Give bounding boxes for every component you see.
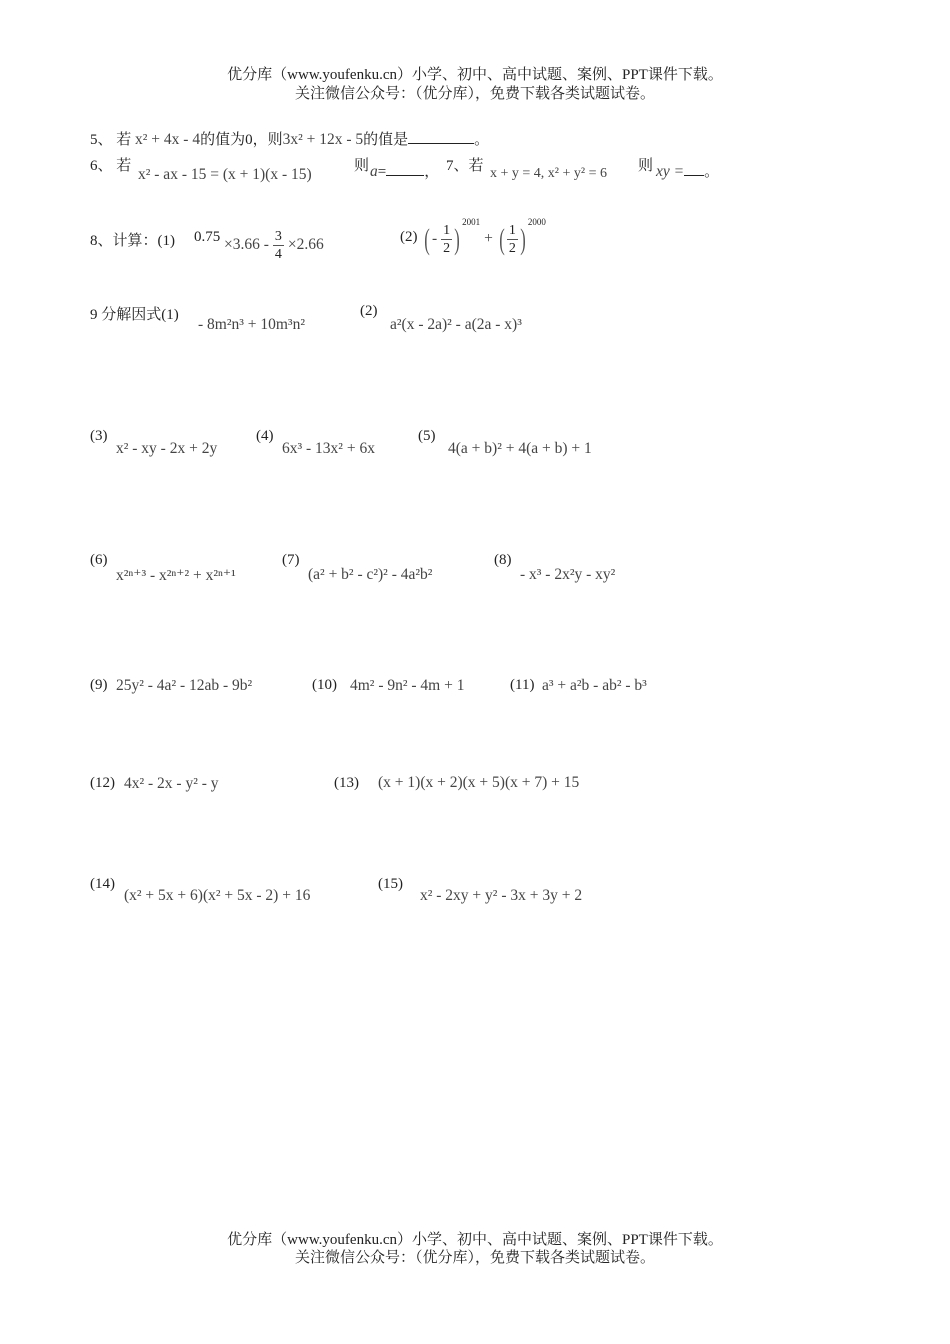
q7-expr: x + y = 4, x² + y² = 6 — [490, 166, 607, 181]
problem-6-label: (6) — [90, 552, 108, 568]
problem-5-label: (5) — [418, 428, 436, 444]
problem-14-expr: (x² + 5x + 6)(x² + 5x - 2) + 16 — [124, 887, 311, 904]
q8-part2-expr — [422, 217, 546, 257]
problem-3-label: (3) — [90, 428, 108, 444]
problem-11-expr: a³ + a²b - ab² - b³ — [542, 677, 647, 694]
problem-13-expr: (x + 1)(x + 2)(x + 5)(x + 7) + 15 — [378, 774, 580, 791]
problem-4-label: (4) — [256, 428, 274, 444]
problem-6-expr: x²ⁿ⁺³ - x²ⁿ⁺² + x²ⁿ⁺¹ — [116, 567, 236, 584]
q8-part2-label: (2) — [400, 229, 418, 245]
q5-expr-1: x² + 4x - 4 — [135, 131, 201, 148]
q5-label: 5、 若 — [90, 132, 132, 148]
q8-exponent-2: 2000 — [527, 217, 546, 228]
q8-fraction-3 — [507, 222, 518, 257]
q7-answer-blank[interactable] — [684, 167, 704, 176]
q8-paren-open-1: ( — [424, 222, 430, 256]
question-6-label: 6、 若 — [90, 158, 132, 174]
q8-f1-den: 2 — [443, 241, 451, 256]
q8-neg: - — [432, 230, 438, 248]
q8-fraction-2 — [441, 222, 452, 257]
problem-7-label: (7) — [282, 552, 300, 568]
question-8-label: 8、计算：(1) — [90, 233, 175, 249]
problem-15-expr: x² - 2xy + y² - 3x + 3y + 2 — [420, 887, 583, 904]
q8-part1-number: 0.75 — [194, 229, 221, 245]
problem-15-label: (15) — [378, 876, 403, 892]
problem-14-label: (14) — [90, 876, 115, 892]
problem-8-expr: - x³ - 2x²y - xy² — [520, 566, 616, 583]
problem-11-label: (11) — [510, 677, 535, 693]
footer-line-1: 优分库（www.youfenku.cn）小学、初中、高中试题、案例、PPT课件下载。 — [227, 1232, 723, 1248]
q5-mid: 的值为0，则 — [200, 132, 283, 148]
problem-5-expr: 4(a + b)² + 4(a + b) + 1 — [448, 440, 592, 457]
q8-f2-num: 1 — [508, 223, 516, 238]
problem-9-expr: 25y² - 4a² - 12ab - 9b² — [116, 677, 253, 694]
q6-eq: = — [377, 164, 387, 180]
q8-fraction-den: 4 — [274, 247, 282, 262]
question-5 — [90, 128, 489, 149]
problem-12-label: (12) — [90, 775, 115, 791]
q9-label-2: (2) — [360, 303, 378, 319]
q6-comma: ， — [424, 164, 440, 180]
problem-3-expr: x² - xy - 2x + 2y — [116, 440, 218, 457]
problem-8-label: (8) — [494, 552, 512, 568]
q5-tail: 的值是 — [363, 132, 409, 148]
problem-10-label: (10) — [312, 677, 337, 693]
q8-part1-b: ×2.66 — [287, 236, 324, 254]
q6-then: 则 — [354, 158, 370, 174]
question-7-label: 7、若 — [446, 158, 484, 174]
q7-expr-2: xy = — [656, 163, 685, 180]
q6-answer — [370, 160, 439, 181]
q7-then: 则 — [638, 158, 654, 174]
q8-paren-close-2: ) — [520, 222, 526, 256]
problem-10-expr: 4m² - 9n² - 4m + 1 — [350, 677, 465, 694]
q5-answer-blank[interactable] — [408, 129, 474, 144]
q6-var: a — [370, 163, 378, 180]
q6-answer-blank[interactable] — [386, 161, 424, 176]
problem-7-expr: (a² + b² - c²)² - 4a²b² — [308, 566, 433, 583]
header-line-2: 关注微信公众号：（优分库），免费下载各类试题试卷。 — [294, 86, 655, 102]
q8-fraction-num: 3 — [274, 229, 282, 244]
q8-f1-num: 1 — [443, 223, 451, 238]
q8-paren-close-1: ) — [454, 222, 460, 256]
q7-end: 。 — [704, 164, 720, 180]
q7-answer — [656, 160, 719, 181]
q9-expr-1: - 8m²n³ + 10m³n² — [198, 316, 305, 333]
q8-plus: + — [484, 230, 493, 248]
q8-f2-den: 2 — [508, 241, 516, 256]
footer-line-2: 关注微信公众号：（优分库），免费下载各类试题试卷。 — [294, 1250, 655, 1266]
header-line-1: 优分库（www.youfenku.cn）小学、初中、高中试题、案例、PPT课件下载。 — [227, 67, 723, 83]
q6-expr: x² - ax - 15 = (x + 1)(x - 15) — [138, 166, 312, 183]
question-9-label: 9 分解因式(1) — [90, 307, 179, 323]
q8-fraction — [273, 228, 284, 263]
q8-paren-open-2: ( — [499, 222, 505, 256]
q8-part1-a: ×3.66 - — [224, 236, 269, 254]
problem-13-label: (13) — [334, 775, 359, 791]
q8-part1-expr — [224, 228, 324, 263]
q5-expr-2: 3x² + 12x - 5 — [282, 131, 364, 148]
problem-9-label: (9) — [90, 677, 108, 693]
problem-12-expr: 4x² - 2x - y² - y — [124, 775, 219, 792]
q8-exponent-1: 2001 — [462, 217, 481, 228]
q9-expr-2: a²(x - 2a)² - a(2a - x)³ — [390, 316, 522, 333]
q5-end: 。 — [474, 132, 490, 148]
problem-4-expr: 6x³ - 13x² + 6x — [282, 440, 375, 457]
